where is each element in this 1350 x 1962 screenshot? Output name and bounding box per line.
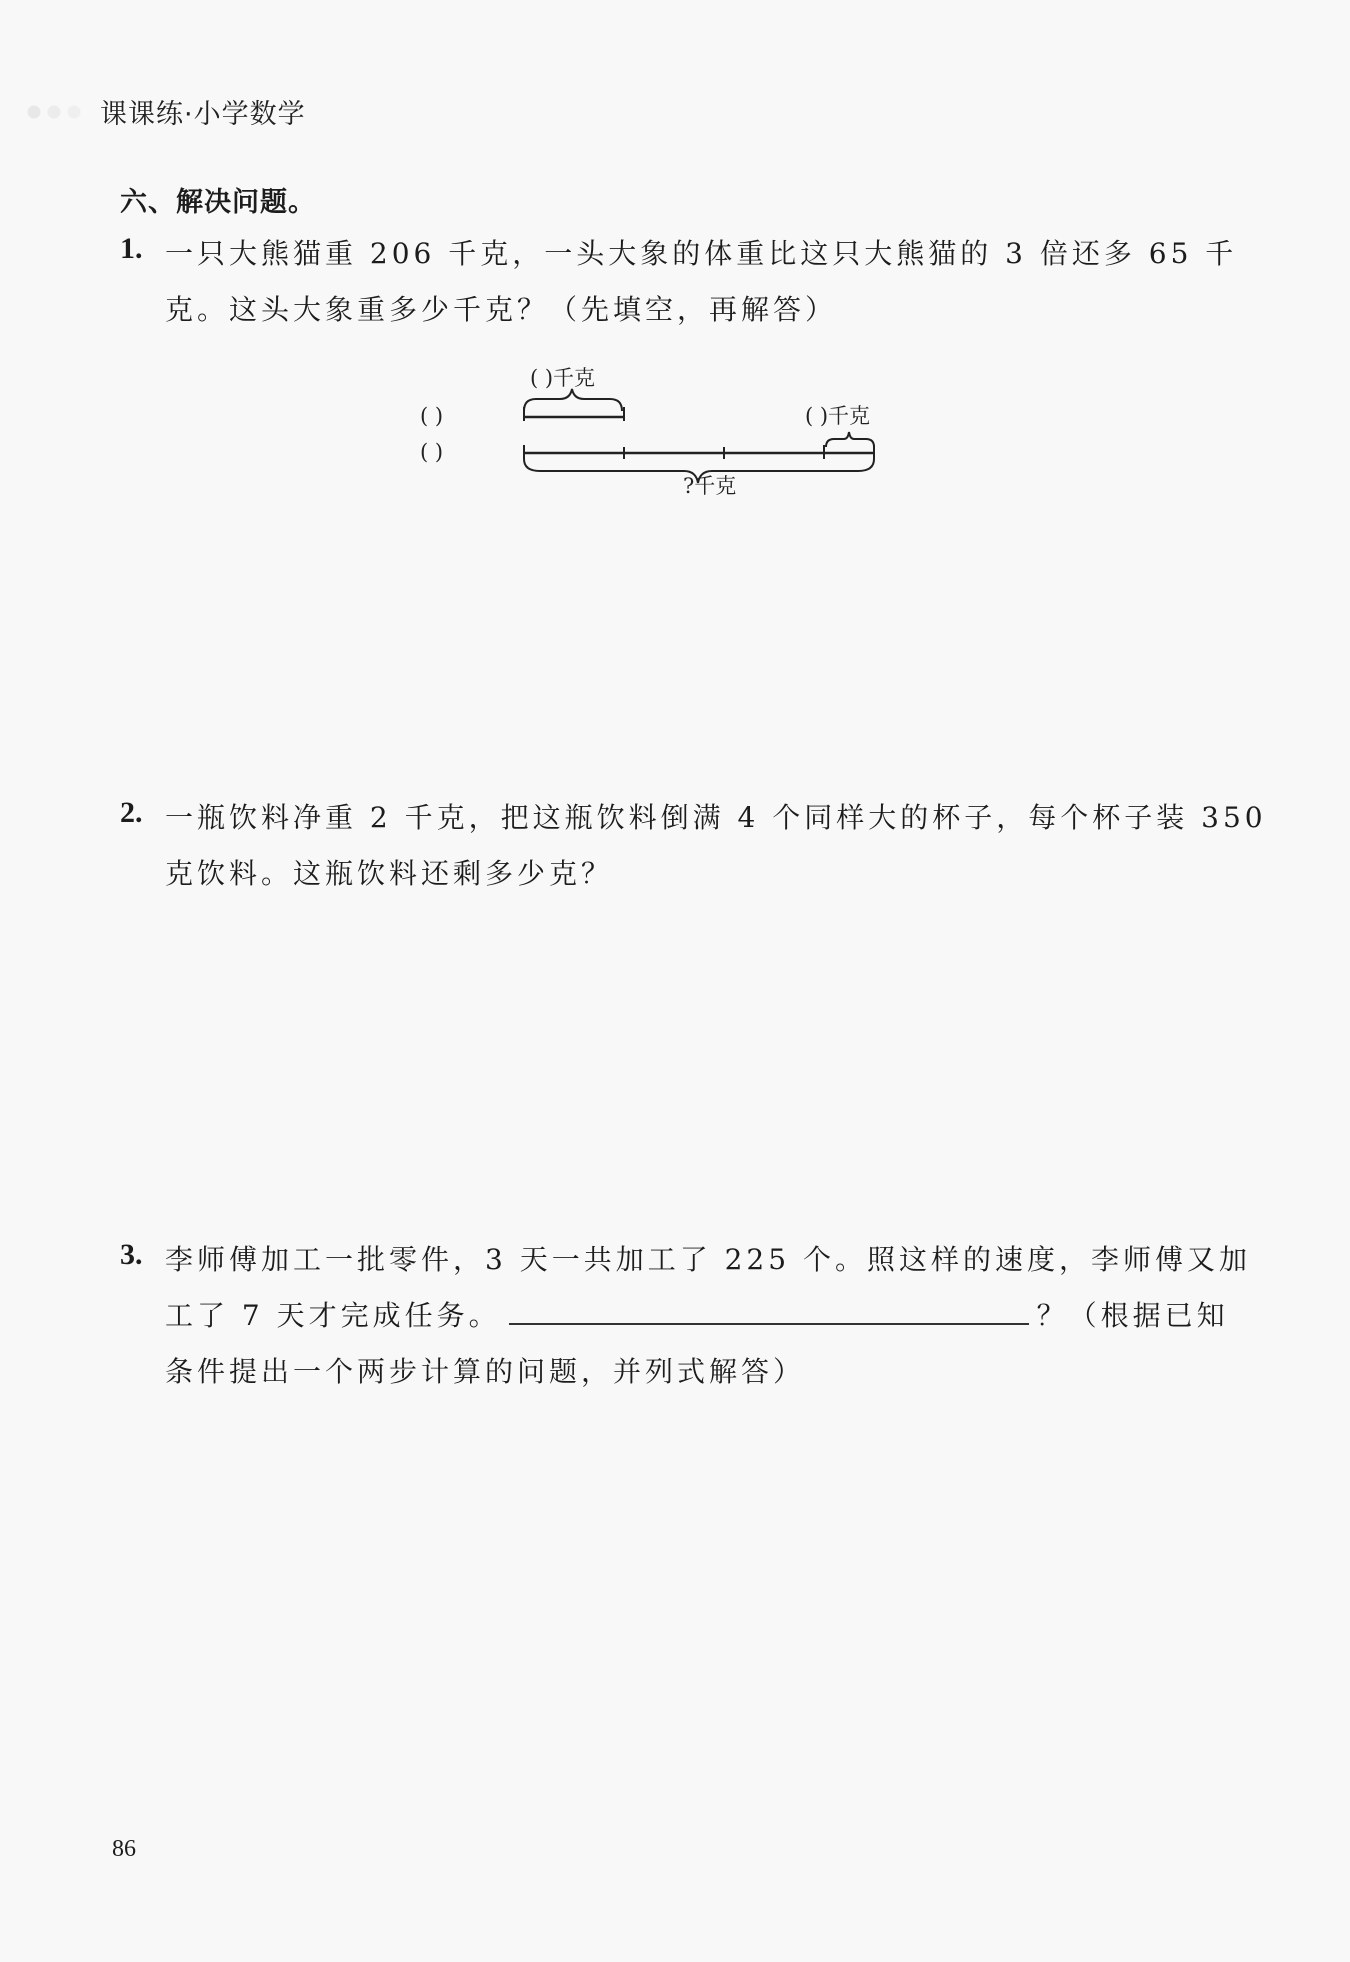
problem-text-line-with-blank — [165, 1294, 1229, 1334]
extra-brace — [826, 432, 874, 447]
problem-text-line: 一只大熊猫重 206 千克，一头大象的体重比这只大熊猫的 3 倍还多 65 千 — [165, 237, 1238, 270]
diagram-bottom-label: ?千克 — [683, 474, 737, 498]
row-label-panda: ( ) — [420, 404, 444, 428]
problem-number: 3. — [120, 1238, 143, 1271]
row-label-elephant: ( ) — [420, 440, 444, 464]
diagram-extra-label: ( )千克 — [805, 404, 871, 428]
problem-text-line: 克饮料。这瓶饮料还剩多少克？ — [165, 857, 614, 890]
problem-text-line: 一瓶饮料净重 2 千克，把这瓶饮料倒满 4 个同样大的杯子，每个杯子装 350 — [165, 801, 1267, 834]
panda-brace — [524, 389, 622, 411]
page-number: 86 — [112, 1836, 136, 1862]
problem-text-line: 克。这头大象重多少千克？（先填空，再解答） — [165, 293, 838, 326]
book-title: 课课练·小学数学 — [100, 99, 306, 130]
question-blank[interactable] — [509, 1297, 1029, 1325]
header-decoration — [22, 98, 92, 126]
problem-text: 工了 7 天才完成任务。 — [165, 1299, 501, 1332]
line-segment-diagram — [400, 355, 920, 505]
problem-text-line: 李师傅加工一批零件，3 天一共加工了 225 个。照这样的速度，李师傅又加 — [165, 1243, 1251, 1276]
problem-text: ？（根据已知 — [1036, 1299, 1229, 1332]
problem-number: 2. — [120, 796, 143, 829]
section-title: 六、解决问题。 — [120, 187, 316, 218]
diagram-top-label: ( )千克 — [530, 366, 596, 390]
problem-number: 1. — [120, 232, 143, 265]
problem-text-line: 条件提出一个两步计算的问题，并列式解答） — [165, 1355, 806, 1388]
